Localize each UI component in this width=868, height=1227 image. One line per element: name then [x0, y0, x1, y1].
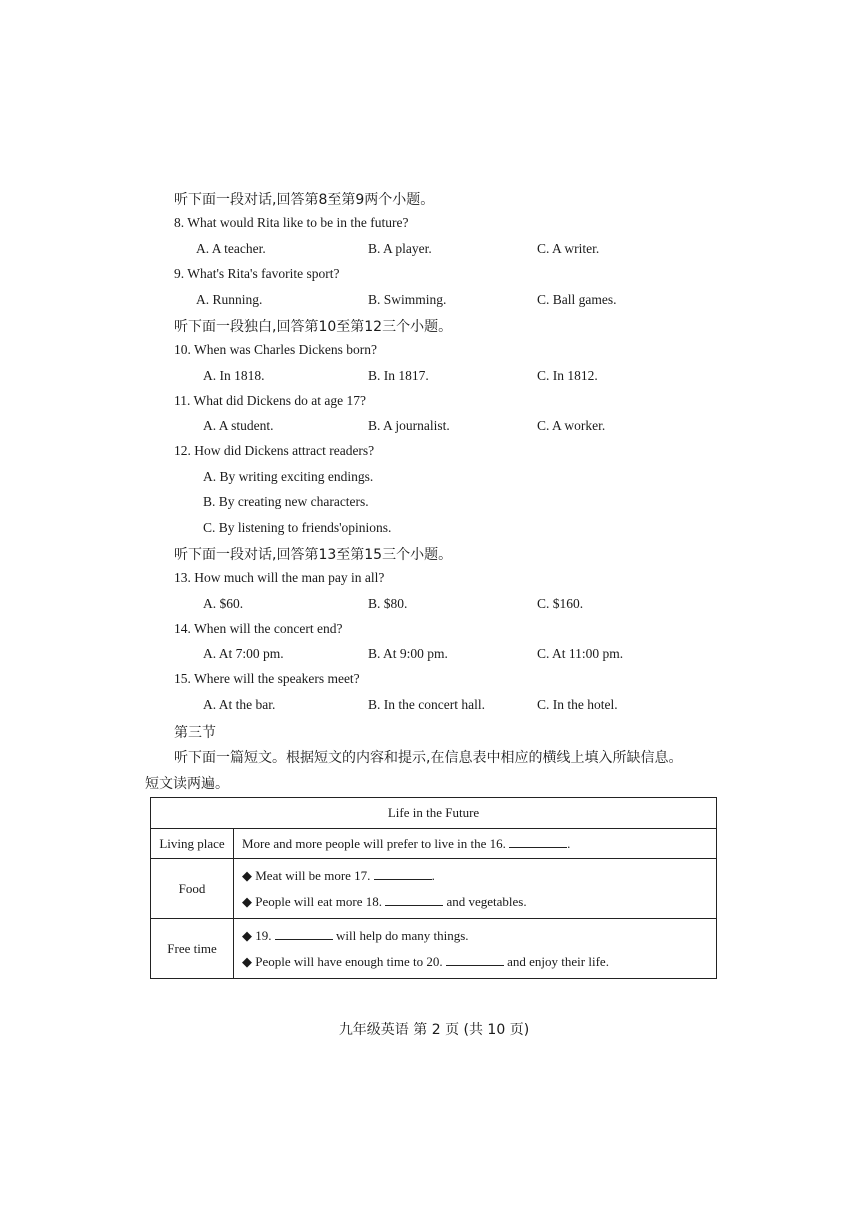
- question-8: 8. What would Rita like to be in the future?: [174, 215, 409, 230]
- table-title: Life in the Future: [151, 798, 717, 829]
- free-end-2: and enjoy their life.: [507, 953, 609, 969]
- option-10a: A. In 1818.: [203, 368, 265, 383]
- option-12c: C. By listening to friends'opinions.: [203, 520, 392, 535]
- food-cell: [234, 859, 717, 919]
- living-place-label: Living place: [151, 829, 234, 859]
- living-place-cell: [234, 829, 717, 859]
- page-footer: 九年级英语 第 2 页 (共 10 页): [338, 1022, 530, 1038]
- option-9c: C. Ball games.: [537, 292, 617, 307]
- blank-19[interactable]: [275, 927, 333, 940]
- option-14c: C. At 11:00 pm.: [537, 646, 624, 661]
- food-label: Food: [151, 859, 234, 919]
- question-14: 14. When will the concert end?: [174, 621, 343, 636]
- question-12: 12. How did Dickens attract readers?: [174, 443, 375, 458]
- living-end: .: [567, 836, 571, 851]
- info-table: [150, 797, 717, 979]
- question-15: 15. Where will the speakers meet?: [174, 671, 360, 686]
- option-12b: B. By creating new characters.: [203, 494, 369, 509]
- option-9a: A. Running.: [196, 292, 263, 307]
- bullet-icon: ◆: [242, 867, 252, 883]
- food-text-1: Meat will be more 17.: [255, 867, 371, 883]
- option-10b: B. In 1817.: [368, 368, 429, 383]
- option-8c: C. A writer.: [537, 241, 600, 256]
- option-8b: B. A player.: [368, 241, 432, 256]
- option-12a: A. By writing exciting endings.: [203, 469, 374, 484]
- instructions-line-1: 听下面一篇短文。根据短文的内容和提示,在信息表中相应的横线上填入所缺信息。: [174, 750, 683, 766]
- free-text-1: 19.: [255, 927, 272, 943]
- option-11a: A. A student.: [203, 418, 274, 433]
- option-13a: A. $60.: [203, 596, 244, 611]
- question-10: 10. When was Charles Dickens born?: [174, 342, 377, 357]
- instructions-line-2: 短文读两遍。: [145, 776, 229, 792]
- blank-16[interactable]: [509, 835, 567, 848]
- option-13c: C. $160.: [537, 596, 584, 611]
- option-14b: B. At 9:00 pm.: [368, 646, 448, 661]
- option-8a: A. A teacher.: [196, 241, 266, 256]
- part-three-heading: 第三节: [174, 725, 216, 741]
- option-15c: C. In the hotel.: [537, 697, 618, 712]
- section-heading-3: 听下面一段对话,回答第13至第15三个小题。: [174, 547, 453, 563]
- option-11b: B. A journalist.: [368, 418, 450, 433]
- question-9: 9. What's Rita's favorite sport?: [174, 266, 340, 281]
- food-text-2: People will eat more 18.: [255, 893, 382, 909]
- bullet-icon: ◆: [242, 953, 252, 969]
- option-11c: C. A worker.: [537, 418, 606, 433]
- option-15a: A. At the bar.: [203, 697, 276, 712]
- option-14a: A. At 7:00 pm.: [203, 646, 284, 661]
- option-10c: C. In 1812.: [537, 368, 598, 383]
- blank-20[interactable]: [446, 953, 504, 966]
- bullet-icon: ◆: [242, 927, 252, 943]
- option-13b: B. $80.: [368, 596, 408, 611]
- free-end-1: will help do many things.: [336, 927, 469, 943]
- bullet-icon: ◆: [242, 893, 252, 909]
- free-time-cell: [234, 919, 717, 979]
- question-13: 13. How much will the man pay in all?: [174, 570, 385, 585]
- option-9b: B. Swimming.: [368, 292, 447, 307]
- question-11: 11. What did Dickens do at age 17?: [174, 393, 366, 408]
- option-15b: B. In the concert hall.: [368, 697, 485, 712]
- free-text-2: People will have enough time to 20.: [255, 953, 443, 969]
- section-heading-2: 听下面一段独白,回答第10至第12三个小题。: [174, 319, 453, 335]
- section-heading-1: 听下面一段对话,回答第8至第9两个小题。: [174, 192, 435, 208]
- food-end-2: and vegetables.: [446, 893, 527, 909]
- blank-17[interactable]: [374, 867, 432, 880]
- living-text: More and more people will prefer to live in the 16.: [242, 836, 506, 851]
- food-end-1: .: [431, 867, 435, 883]
- free-time-label: Free time: [151, 919, 234, 979]
- blank-18[interactable]: [385, 893, 443, 906]
